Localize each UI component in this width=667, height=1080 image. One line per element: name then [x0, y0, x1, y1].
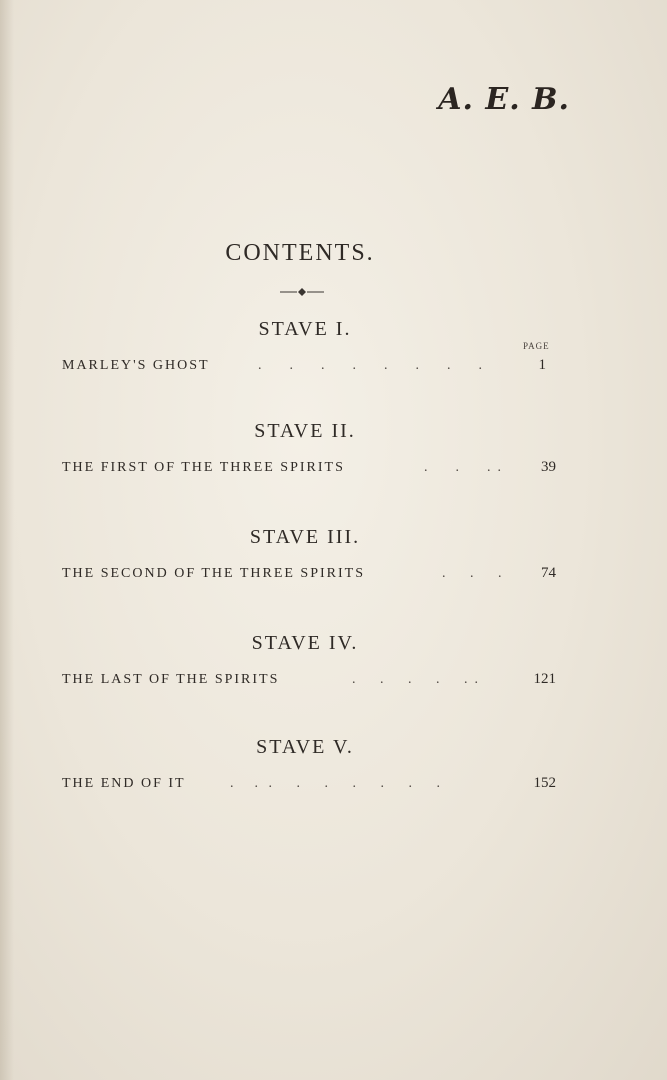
toc-page-number: 121 — [533, 671, 556, 687]
page-title: CONTENTS. — [225, 240, 375, 266]
stave-heading: STAVE III. — [249, 526, 361, 548]
toc-entry-title: THE FIRST OF THE THREE SPIRITS — [62, 460, 345, 475]
leader-dots: . . . . . . — [352, 672, 478, 687]
toc-entry-title: THE END OF IT — [62, 776, 186, 791]
toc-entry-title: THE LAST OF THE SPIRITS — [62, 672, 280, 687]
leader-dots: . . . . . . . . — [258, 358, 482, 373]
toc-entry[interactable] — [62, 352, 556, 374]
toc-entry[interactable] — [62, 454, 556, 476]
toc-entry[interactable] — [62, 560, 556, 582]
page-column-label: PAGE — [523, 341, 550, 351]
leader-dots: . . . — [442, 566, 502, 581]
toc-page-number: 39 — [541, 459, 556, 475]
toc-page-number: 1 — [538, 357, 546, 373]
toc-page-number: 74 — [541, 565, 556, 581]
leader-dots: . . . . . . . . . — [230, 776, 440, 791]
toc-entry[interactable] — [62, 666, 556, 688]
stave-heading: STAVE V. — [256, 736, 354, 758]
owner-monogram: A. E. B. — [438, 82, 570, 117]
stave-heading: STAVE IV. — [251, 632, 359, 654]
toc-page-number: 152 — [533, 775, 556, 791]
toc-entry[interactable] — [62, 770, 556, 792]
leader-dots: . . . . — [424, 460, 501, 475]
stave-heading: STAVE I. — [258, 318, 352, 340]
stave-heading: STAVE II. — [254, 420, 356, 442]
divider-ornament — [280, 285, 324, 299]
toc-entry-title: THE SECOND OF THE THREE SPIRITS — [62, 566, 366, 581]
toc-entry-title: MARLEY'S GHOST — [62, 358, 210, 373]
